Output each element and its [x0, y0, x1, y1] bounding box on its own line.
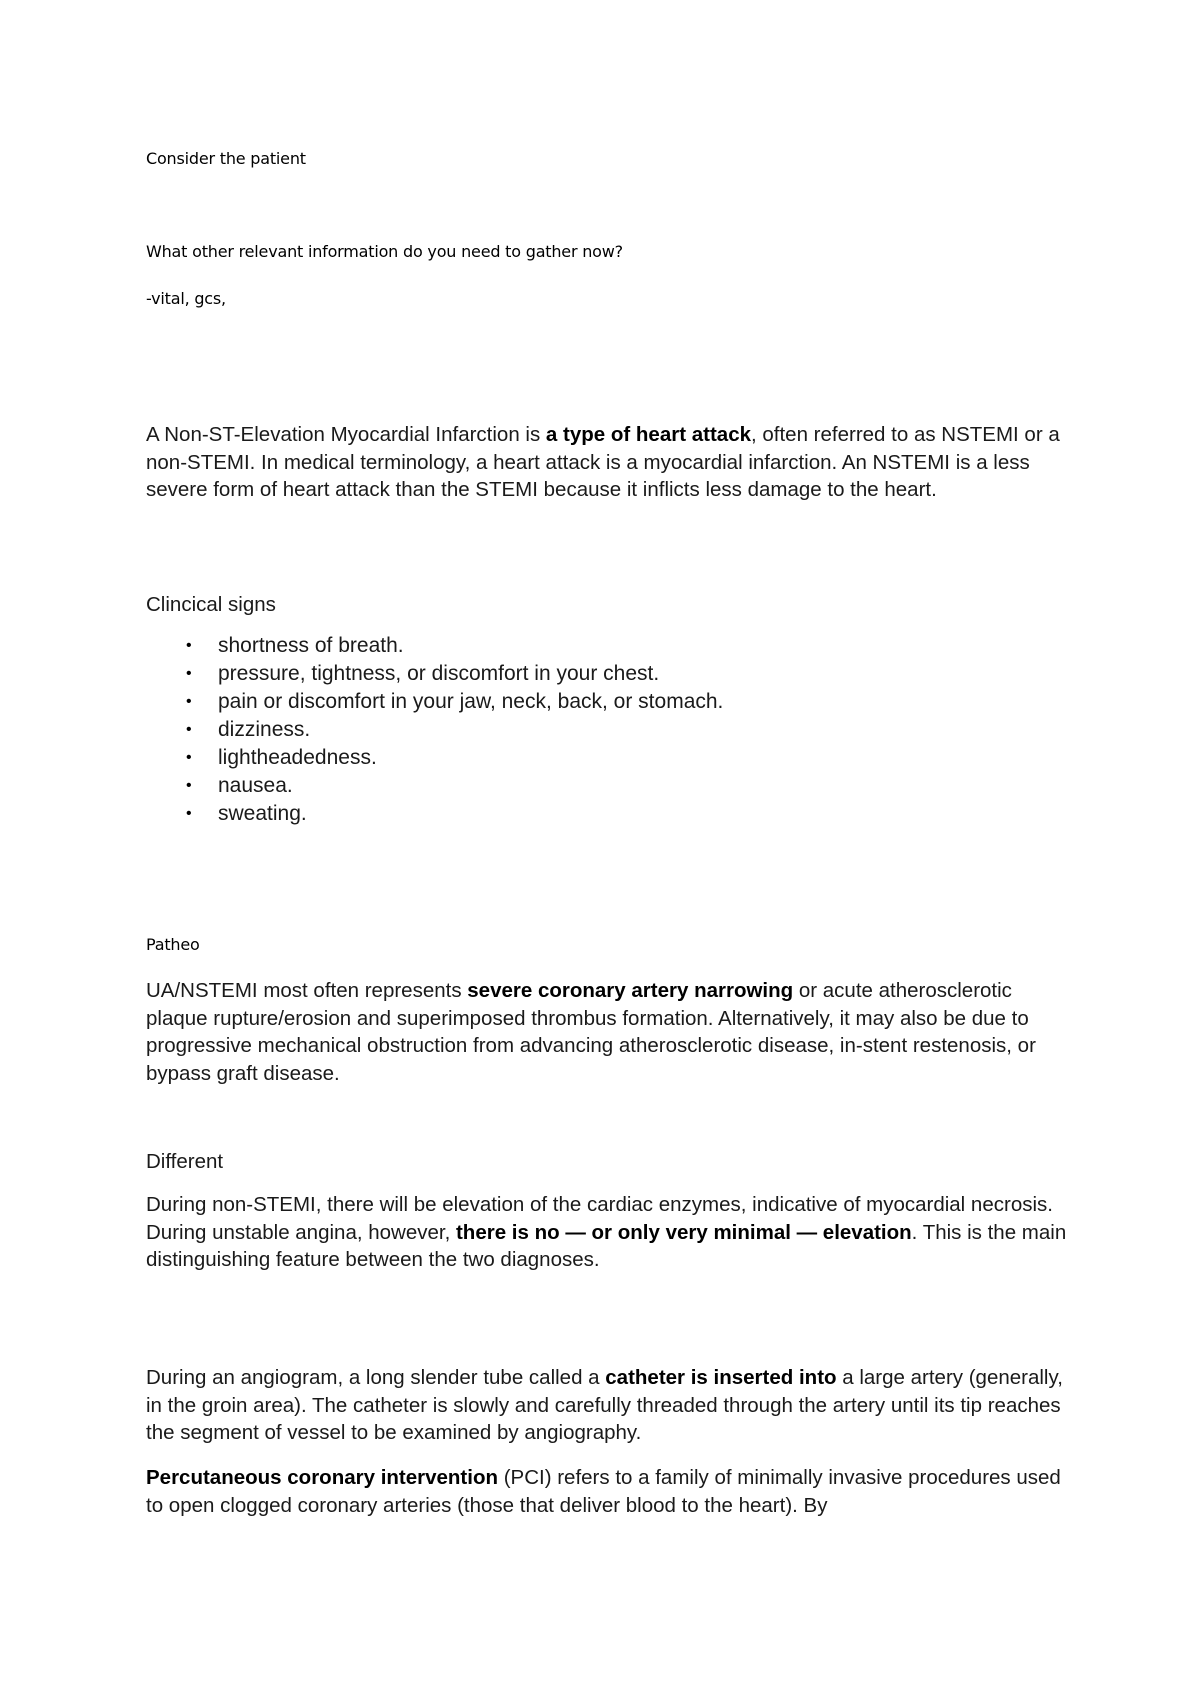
- bullet-icon: •: [186, 721, 192, 738]
- bullet-icon: •: [186, 749, 192, 766]
- bullet-icon: •: [186, 805, 192, 822]
- pci-bold: Percutaneous coronary intervention: [146, 1466, 499, 1489]
- angiogram-bold: catheter is inserted into: [605, 1366, 837, 1389]
- clinical-sign-text: pain or discomfort in your jaw, neck, back, or stomach.: [218, 690, 724, 713]
- angiogram-text: During an angiogram, a long slender tube called a: [146, 1366, 606, 1389]
- clinical-sign-item: [146, 716, 1046, 744]
- clinical-sign-text: dizziness.: [218, 718, 311, 741]
- patheo-bold: severe coronary artery narrowing: [467, 979, 794, 1002]
- clinical-sign-text: sweating.: [218, 802, 307, 825]
- clinical-sign-text: nausea.: [218, 774, 293, 797]
- patheo-text: UA/NSTEMI most often represents: [146, 979, 468, 1002]
- bullet-icon: •: [186, 777, 192, 794]
- angiogram-paragraph: [146, 1364, 1076, 1447]
- clinical-sign-item: [146, 632, 1046, 660]
- clinical-sign-text: shortness of breath.: [218, 634, 404, 657]
- clinical-sign-text: lightheadedness.: [218, 746, 377, 769]
- patheo-text-end: or acute atherosclerotic plaque rupture/erosion and superimposed thrombus formation. Alternatively, it may also be due to progressive mechanical obstruction from advancing atherosclerotic disease, in-stent restenosis, or bypass graft disease.: [146, 979, 1036, 1085]
- different-paragraph: [146, 1191, 1076, 1274]
- intro-paragraph: [146, 421, 1076, 504]
- bullet-icon: •: [186, 693, 192, 710]
- angiogram-text-end: a large artery (generally, in the groin area). The catheter is slowly and carefully threaded through the artery until its tip reaches the segment of vessel to be examined by angiography.: [146, 1366, 1063, 1444]
- patheo-paragraph: [146, 977, 1076, 1087]
- clinical-sign-item: [146, 772, 1046, 800]
- clinical-sign-item: [146, 800, 1046, 828]
- intro-bold: a type of heart attack: [545, 423, 751, 446]
- different-text-end: . This is the main distinguishing feature between the two diagnoses.: [146, 1220, 1067, 1271]
- heading-consider: Consider the patient: [146, 149, 306, 168]
- bullet-icon: •: [186, 637, 192, 654]
- clinical-signs-heading: Clincical signs: [146, 593, 276, 616]
- different-heading: Different: [146, 1150, 224, 1173]
- intro-text-end: , often referred to as NSTEMI or a non-STEMI. In medical terminology, a heart attack is a myocardial infarction. An NSTEMI is a less severe form of heart attack than the STEMI because it inflicts less damage to the heart.: [146, 423, 1060, 501]
- clinical-sign-item: [146, 688, 1046, 716]
- pci-text: (PCI) refers to a family of minimally invasive procedures used to open clogged coronary arteries (those that deliver blood to the heart). By: [146, 1466, 1061, 1517]
- heading-patheo: Patheo: [146, 935, 200, 954]
- pci-paragraph: [146, 1464, 1076, 1519]
- different-text: During non-STEMI, there will be elevation of the cardiac enzymes, indicative of myocardial necrosis. During unstable angina, however,: [146, 1193, 1053, 1244]
- clinical-sign-item: [146, 660, 1046, 688]
- bullet-icon: •: [186, 665, 192, 682]
- clinical-sign-item: [146, 744, 1046, 772]
- answer-text: -vital, gcs,: [146, 289, 226, 308]
- intro-text: A Non-ST-Elevation Myocardial Infarction is: [146, 423, 546, 446]
- clinical-signs-list: [146, 632, 1046, 828]
- clinical-sign-text: pressure, tightness, or discomfort in your chest.: [218, 662, 660, 685]
- question-text: What other relevant information do you need to gather now?: [146, 242, 623, 261]
- different-bold: there is no — or only very minimal — elevation: [455, 1220, 912, 1244]
